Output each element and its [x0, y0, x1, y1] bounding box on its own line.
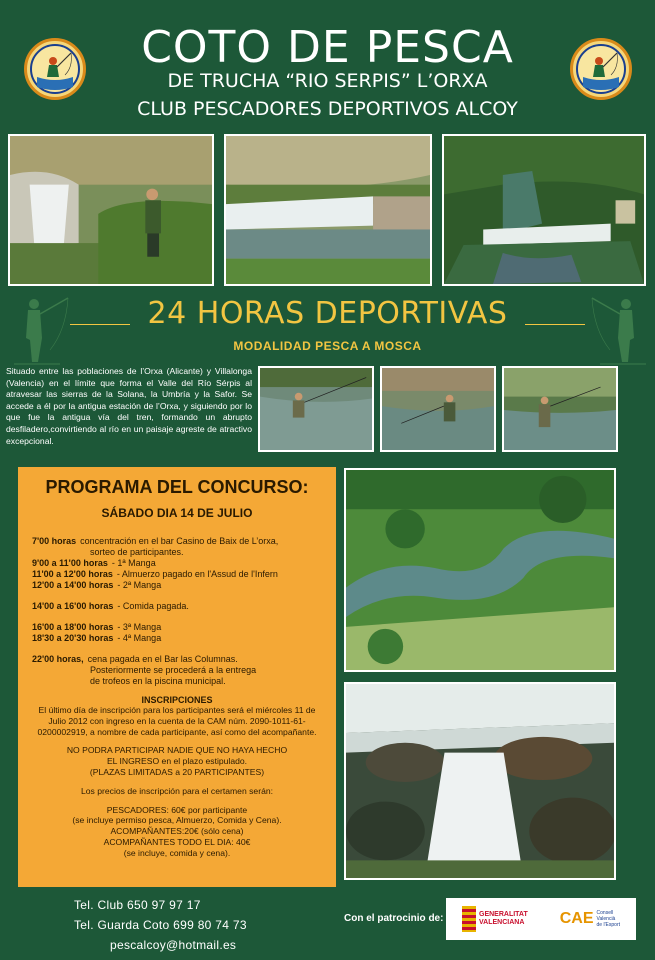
price-fishermen-note: (se incluye permiso pesca, Almuerzo, Comida y Cena). [72, 815, 282, 826]
schedule-row [32, 558, 322, 569]
photo-fishing-3 [502, 366, 618, 452]
schedule-time: 9'00 a 11'00 horas [32, 558, 108, 568]
schedule-desc: - 2ª Manga [117, 580, 162, 590]
schedule-time: 14'00 a 16'00 horas [32, 601, 114, 611]
cae-text-line-1: Consell [596, 910, 614, 916]
schedule-row [32, 633, 322, 644]
schedule-desc: - 4ª Manga [117, 633, 162, 643]
schedule-row [32, 536, 322, 547]
schedule-row [32, 580, 322, 591]
schedule-time: 7'00 horas [32, 536, 77, 546]
cae-text-line-3: de l'Esport [596, 922, 620, 928]
cae-logo [560, 910, 620, 928]
schedule-time: 12'00 a 14'00 horas [32, 580, 114, 590]
contact-club-phone: Tel. Club 650 97 97 17 [74, 898, 201, 912]
cae-mark: CAE [559, 910, 594, 927]
program-title: PROGRAMA DEL CONCURSO: [45, 477, 309, 497]
warning-line-1: NO PODRA PARTICIPAR NADIE QUE NO HAYA HECHO [66, 745, 288, 756]
prices-intro: Los precios de inscripción para el certamen serán: [80, 785, 274, 796]
schedule-row [32, 654, 322, 665]
program-schedule [32, 536, 322, 687]
inscriptions-title: INSCRIPCIONES [141, 695, 213, 705]
price-fishermen: PESCADORES: 60€ por participante [106, 804, 248, 815]
generalitat-logo [462, 906, 528, 932]
schedule-desc: - 3ª Manga [117, 622, 162, 632]
schedule-time: 18'30 a 20'30 horas [32, 633, 114, 643]
cae-text-line-2: Valencià [596, 916, 616, 922]
contact-guard-phone: Tel. Guarda Coto 699 80 74 73 [74, 918, 247, 932]
schedule-desc: cena pagada en el Bar las Columnas. [87, 654, 238, 664]
senyera-icon [462, 906, 476, 932]
schedule-desc: - Comida pagada. [117, 601, 189, 611]
poster-subtitle-river: DE TRUCHA “RIO SERPIS” L’ORXA [167, 70, 488, 92]
sponsor-logos [446, 898, 636, 940]
photo-fisherman-waterfall [8, 134, 214, 286]
poster-title: COTO DE PESCA [141, 22, 514, 73]
price-companions-day-note: (se incluye, comida y cena). [123, 847, 231, 858]
gv-name-line-2: VALENCIANA [479, 919, 525, 926]
photo-river-dam [442, 134, 646, 286]
program-box [18, 467, 336, 887]
schedule-desc: - Almuerzo pagado en l'Assud de l'Infern [116, 569, 278, 579]
photo-waterfall-rocks [344, 682, 616, 880]
schedule-row [32, 569, 322, 580]
photo-fishing-1 [258, 366, 374, 452]
contact-email[interactable]: pescalcoy@hotmail.es [110, 938, 237, 952]
schedule-desc-cont: de trofeos en la piscina municipal. [90, 676, 226, 686]
photo-weir [224, 134, 432, 286]
inscriptions-text: El último día de inscripción para los participantes será el miércoles 11 de Julio 2012 con ingreso en la cuenta de la CAM núm. 2090-1011-61-0200002919, a nombre de cada participante, así como del acompañante. [37, 705, 317, 737]
program-date: SÁBADO DIA 14 DE JULIO [101, 506, 253, 520]
event-modality: MODALIDAD PESCA A MOSCA [233, 339, 422, 353]
schedule-desc: concentración en el bar Casino de Baix de L’orxa, [80, 536, 279, 546]
schedule-desc-cont: sorteo de participantes. [90, 547, 184, 557]
photo-river-aerial [344, 468, 616, 672]
warning-line-3: (PLAZAS LIMITADAS a 20 PARTICIPANTES) [89, 766, 265, 777]
event-title: 24 HORAS DEPORTIVAS [147, 296, 508, 331]
schedule-time: 11'00 a 12'00 horas [32, 569, 113, 579]
schedule-row [32, 601, 322, 612]
location-description: Situado entre las poblaciones de l’Orxa (Alicante) y Villalonga (Valencia) en el límite que forma el Valle del Río Sérpis al atravesar las sierras de la Solana, la Umbría y la Safor. Se accede a él por la antigua estación de l’Orxa, y siguiendo por lo que fue la antigua vía del tren, formando un abrupto desfiladero,convirtiendo al río en un paisaje agreste de atractivo excepcional. [6, 366, 252, 446]
sponsor-label: Con el patrocinio de: [344, 913, 444, 924]
schedule-row [32, 622, 322, 633]
gv-name-line-1: GENERALITAT [479, 911, 528, 918]
poster-subtitle-club: CLUB PESCADORES DEPORTIVOS ALCOY [137, 98, 518, 120]
schedule-desc-cont: Posteriormente se procederá a la entrega [90, 665, 257, 675]
schedule-desc: - 1ª Manga [111, 558, 156, 568]
schedule-time: 22'00 horas, [32, 654, 84, 664]
price-companions-day: ACOMPAÑANTES TODO EL DIA: 40€ [103, 836, 251, 847]
photo-fishing-2 [380, 366, 496, 452]
price-companions: ACOMPAÑANTES:20€ (sólo cena) [110, 826, 244, 837]
schedule-time: 16'00 a 18'00 horas [32, 622, 114, 632]
warning-line-2: EL INGRESO en el plazo estipulado. [106, 756, 248, 767]
